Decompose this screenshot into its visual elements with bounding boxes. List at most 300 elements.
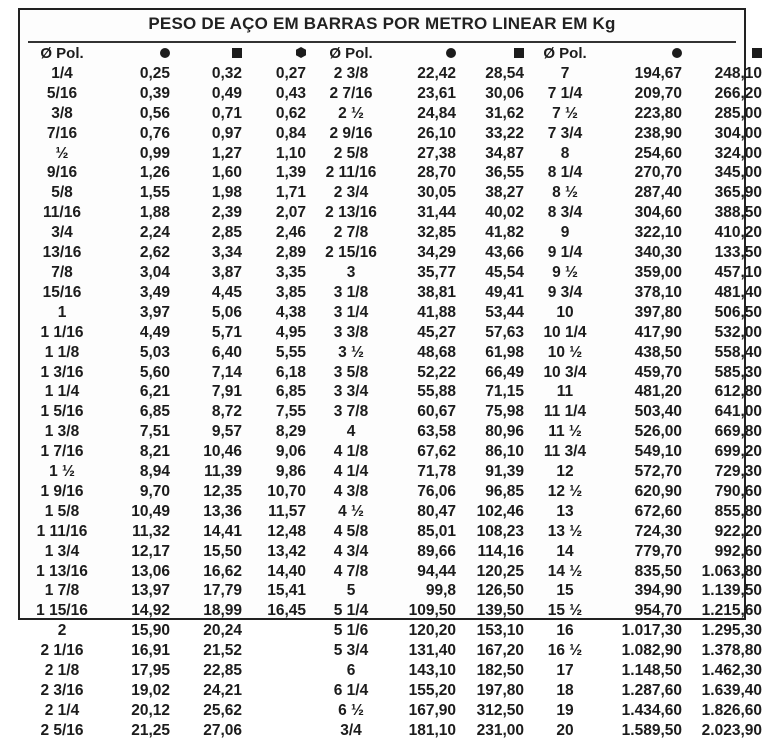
circle-icon	[672, 48, 682, 58]
round-kg-cell: 0,39	[139, 84, 170, 102]
circle-icon	[160, 48, 170, 58]
diameter-inch-cell: 10 3/4	[543, 363, 587, 381]
table-row	[26, 522, 766, 542]
diameter-inch-cell: 14 ½	[547, 562, 583, 580]
table-row	[26, 621, 766, 641]
square-kg-cell: 80,96	[485, 423, 524, 441]
round-kg-cell: 94,44	[417, 562, 456, 580]
diameter-inch-cell: 4 3/8	[333, 482, 369, 500]
square-kg-cell: 669,80	[714, 423, 762, 441]
square-kg-cell: 558,40	[714, 343, 762, 361]
round-kg-cell: 304,60	[634, 204, 682, 222]
square-kg-cell: 108,23	[476, 522, 524, 540]
diameter-inch-cell: 3 1/8	[333, 283, 369, 301]
round-kg-cell: 22,42	[417, 64, 456, 82]
round-kg-cell: 99,8	[425, 582, 456, 600]
round-kg-cell: 549,10	[634, 443, 682, 461]
table-frame	[18, 8, 762, 739]
square-kg-cell: 410,20	[714, 224, 762, 242]
diameter-inch-cell: 4 7/8	[333, 562, 369, 580]
round-kg-cell: 16,91	[131, 642, 170, 660]
diameter-inch-header: Ø Pol.	[329, 45, 373, 62]
square-kg-cell: 120,25	[476, 562, 524, 580]
round-kg-cell: 32,85	[417, 224, 456, 242]
square-kg-cell: 71,15	[485, 383, 524, 401]
square-kg-cell: 167,20	[476, 642, 524, 660]
hexagon-kg-cell: 6,18	[275, 363, 306, 381]
hexagon-bar-header	[246, 44, 310, 64]
diameter-inch-cell: 9/16	[46, 164, 78, 182]
round-kg-cell: 55,88	[417, 383, 456, 401]
square-kg-cell: 34,87	[485, 144, 524, 162]
square-kg-cell: 1.378,80	[701, 642, 762, 660]
round-kg-cell: 12,17	[131, 542, 170, 560]
square-kg-cell: 312,50	[476, 701, 524, 719]
square-kg-cell: 66,49	[485, 363, 524, 381]
diameter-inch-cell: 1 15/16	[36, 602, 88, 620]
square-kg-cell: 28,54	[485, 64, 524, 82]
round-kg-cell: 109,50	[408, 602, 456, 620]
round-kg-cell: 620,90	[634, 482, 682, 500]
diameter-inch-cell: 7	[560, 64, 570, 82]
round-kg-cell: 223,80	[634, 104, 682, 122]
hexagon-kg-cell: 11,57	[268, 502, 306, 520]
diameter-inch-cell: 13	[556, 502, 574, 520]
square-kg-cell: 41,82	[485, 224, 524, 242]
round-kg-cell: 6,85	[139, 403, 170, 421]
diameter-inch-cell: 12 ½	[547, 482, 583, 500]
round-kg-cell: 80,47	[417, 502, 456, 520]
table-row	[26, 243, 766, 263]
square-kg-cell: 699,20	[714, 443, 762, 461]
round-kg-cell: 143,10	[408, 662, 456, 680]
square-kg-cell: 86,10	[485, 443, 524, 461]
square-kg-cell: 133,50	[714, 244, 762, 262]
diameter-inch-cell: 8 ½	[552, 184, 578, 202]
hexagon-kg-cell	[246, 721, 310, 741]
hexagon-kg-cell: 0,43	[275, 84, 306, 102]
diameter-inch-cell: 1 3/8	[44, 423, 80, 441]
square-kg-cell: 266,20	[714, 84, 762, 102]
round-kg-cell: 1.017,30	[621, 622, 682, 640]
square-kg-cell: 43,66	[485, 244, 524, 262]
round-kg-cell: 779,70	[634, 542, 682, 560]
diameter-inch-cell: 1 5/8	[44, 502, 80, 520]
diameter-inch-cell: 5	[346, 582, 356, 600]
round-kg-cell: 67,62	[417, 443, 456, 461]
square-kg-cell: 16,62	[203, 562, 242, 580]
round-kg-cell: 724,30	[634, 522, 682, 540]
diameter-inch-cell: 8	[560, 144, 570, 162]
diameter-inch-cell: 2 3/4	[333, 184, 369, 202]
hexagon-kg-cell: 14,40	[267, 562, 306, 580]
square-kg-cell: 0,97	[211, 124, 242, 142]
square-kg-cell: 4,45	[211, 283, 242, 301]
table-row	[26, 124, 766, 144]
square-kg-cell: 45,54	[485, 263, 524, 281]
square-kg-cell: 729,30	[714, 463, 762, 481]
square-kg-cell: 855,80	[714, 502, 762, 520]
diameter-inch-cell: 3/4	[51, 224, 73, 242]
table-row	[26, 263, 766, 283]
round-kg-cell: 2,62	[139, 244, 170, 262]
diameter-inch-cell: 12	[556, 463, 574, 481]
hexagon-kg-cell: 8,29	[275, 423, 306, 441]
square-kg-cell: 8,72	[211, 403, 242, 421]
round-kg-cell: 3,04	[139, 263, 170, 281]
square-kg-cell: 248,10	[714, 64, 762, 82]
round-kg-cell: 2,24	[139, 224, 170, 242]
round-kg-cell: 181,10	[408, 721, 456, 739]
square-kg-cell: 1.639,40	[701, 682, 762, 699]
square-kg-cell: 114,16	[477, 542, 524, 560]
hexagon-kg-cell: 4,38	[275, 303, 306, 321]
round-kg-cell: 155,20	[408, 682, 456, 699]
square-kg-cell: 1.063,80	[701, 562, 762, 580]
square-icon	[232, 48, 242, 58]
diameter-inch-cell: 1 7/8	[44, 582, 80, 600]
square-kg-cell: 641,00	[714, 403, 762, 421]
hexagon-kg-cell	[246, 621, 310, 641]
diameter-inch-cell: ½	[55, 144, 69, 162]
round-kg-cell: 76,06	[417, 482, 456, 500]
diameter-inch-cell: 4 3/4	[333, 542, 369, 560]
hexagon-kg-cell: 3,35	[275, 263, 306, 281]
table-row	[26, 422, 766, 442]
diameter-inch-cell: 16 ½	[547, 642, 583, 660]
round-kg-cell: 194,67	[634, 64, 682, 82]
square-kg-cell: 126,50	[476, 582, 524, 600]
round-kg-cell: 672,60	[634, 502, 682, 520]
square-kg-cell: 61,98	[485, 343, 524, 361]
hexagon-kg-cell: 0,62	[275, 104, 306, 122]
square-kg-cell: 197,80	[476, 682, 524, 699]
round-kg-cell: 30,05	[417, 184, 456, 202]
diameter-inch-cell: 1 1/16	[40, 323, 84, 341]
diameter-inch-cell: 2 5/8	[333, 144, 369, 162]
square-kg-cell: 1.139,50	[701, 582, 762, 600]
diameter-inch-cell: 11 3/4	[543, 443, 587, 461]
square-kg-cell: 992,60	[714, 542, 762, 560]
diameter-inch-cell: 13/16	[42, 244, 82, 262]
round-kg-cell: 1,55	[139, 184, 170, 202]
round-kg-cell: 34,29	[417, 244, 456, 262]
diameter-inch-cell: 3 ½	[338, 343, 364, 361]
square-kg-cell: 365,90	[714, 184, 762, 202]
hexagon-kg-cell: 3,85	[275, 283, 306, 301]
square-kg-cell: 139,50	[476, 602, 524, 620]
round-kg-cell: 5,60	[139, 363, 170, 381]
round-kg-cell: 9,70	[139, 482, 170, 500]
square-kg-cell: 532,00	[714, 323, 762, 341]
diameter-inch-cell: 9 1/4	[547, 244, 583, 262]
table-row	[26, 542, 766, 562]
table-row	[26, 402, 766, 422]
round-kg-cell: 394,90	[634, 582, 682, 600]
round-kg-cell: 41,88	[417, 303, 456, 321]
diameter-inch-cell: 1 9/16	[40, 482, 84, 500]
diameter-inch-cell: 10 ½	[547, 343, 583, 361]
diameter-inch-cell: 5/16	[46, 84, 78, 102]
diameter-inch-cell: 15 ½	[547, 602, 583, 620]
round-kg-cell: 21,25	[131, 721, 170, 739]
round-kg-cell: 459,70	[634, 363, 682, 381]
round-kg-cell: 954,70	[634, 602, 682, 620]
round-kg-cell: 17,95	[131, 662, 170, 680]
hexagon-icon	[296, 47, 306, 58]
table-row	[26, 283, 766, 303]
square-kg-cell: 30,06	[485, 84, 524, 102]
square-kg-cell: 49,41	[485, 283, 524, 301]
diameter-inch-header: Ø Pol.	[543, 45, 587, 62]
square-kg-cell: 457,10	[714, 263, 762, 281]
square-kg-cell: 1,60	[211, 164, 242, 182]
header-row	[26, 44, 766, 64]
square-kg-cell: 5,06	[211, 303, 242, 321]
diameter-inch-cell: 7/16	[46, 124, 78, 142]
square-kg-cell: 33,22	[485, 124, 524, 142]
hexagon-kg-cell: 12,48	[267, 522, 306, 540]
square-kg-cell: 612,80	[714, 383, 762, 401]
hexagon-kg-cell: 4,95	[275, 323, 306, 341]
round-kg-cell: 8,94	[139, 463, 170, 481]
round-kg-cell: 48,68	[417, 343, 456, 361]
table-row	[26, 144, 766, 164]
diameter-inch-cell: 1 1/8	[44, 343, 80, 361]
round-kg-cell: 417,90	[634, 323, 682, 341]
table-row	[26, 64, 766, 84]
diameter-inch-cell: 2 7/16	[329, 84, 373, 102]
hexagon-kg-cell: 1,71	[275, 184, 306, 202]
round-kg-cell: 11,32	[132, 522, 170, 540]
square-kg-cell: 345,00	[714, 164, 762, 182]
square-kg-cell: 0,49	[211, 84, 242, 102]
diameter-inch-cell: 11/16	[43, 204, 81, 222]
square-kg-cell: 31,62	[485, 104, 524, 122]
square-kg-cell: 13,36	[203, 502, 242, 520]
diameter-inch-cell: 8 3/4	[547, 204, 583, 222]
square-kg-cell: 153,10	[476, 622, 524, 640]
diameter-inch-cell: 5/8	[51, 184, 73, 202]
round-kg-cell: 397,80	[634, 303, 682, 321]
square-kg-cell: 36,55	[485, 164, 524, 182]
diameter-inch-cell: 4 5/8	[333, 522, 369, 540]
diameter-inch-cell: 18	[556, 682, 574, 699]
diameter-inch-cell: 2	[57, 622, 67, 640]
table-row	[26, 343, 766, 363]
square-kg-cell: 75,98	[485, 403, 524, 421]
square-kg-cell: 2,85	[211, 224, 242, 242]
round-kg-cell: 20,12	[131, 701, 170, 719]
round-kg-cell: 572,70	[634, 463, 682, 481]
table-row	[26, 721, 766, 741]
diameter-inch-cell: 2 1/8	[44, 662, 80, 680]
table-title: PESO DE AÇO EM BARRAS POR METRO LINEAR EM Kg	[148, 14, 616, 33]
diameter-inch-cell: 7 ½	[552, 104, 578, 122]
diameter-inch-cell: 2 13/16	[325, 204, 377, 222]
round-kg-cell: 1,88	[139, 204, 170, 222]
round-kg-cell: 3,49	[139, 283, 170, 301]
round-kg-cell: 322,10	[634, 224, 682, 242]
round-bar-header	[396, 44, 460, 64]
hexagon-kg-cell: 13,42	[267, 542, 306, 560]
round-kg-cell: 340,30	[634, 244, 682, 262]
square-kg-cell: 11,39	[204, 463, 242, 481]
table-row	[26, 323, 766, 343]
diameter-inch-cell: 2 5/16	[40, 721, 84, 739]
square-bar-header	[686, 44, 766, 64]
square-kg-cell: 20,24	[203, 622, 242, 640]
hexagon-kg-cell: 2,89	[275, 244, 306, 262]
hexagon-kg-cell	[246, 681, 310, 701]
table-row	[26, 681, 766, 701]
square-kg-cell: 53,44	[485, 303, 524, 321]
hexagon-kg-cell: 1,10	[275, 144, 306, 162]
diameter-inch-cell: 3 3/4	[333, 383, 369, 401]
square-kg-cell: 182,50	[476, 662, 524, 680]
square-kg-cell: 21,52	[203, 642, 242, 660]
round-kg-cell: 1,26	[139, 164, 170, 182]
round-kg-cell: 1.287,60	[621, 682, 682, 699]
square-kg-cell: 14,41	[203, 522, 242, 540]
square-kg-cell: 17,79	[203, 582, 242, 600]
diameter-inch-cell: 9 3/4	[547, 283, 583, 301]
hexagon-kg-cell: 0,27	[275, 64, 306, 82]
round-kg-cell: 270,70	[634, 164, 682, 182]
round-kg-cell: 4,49	[139, 323, 170, 341]
diameter-inch-cell: 2 3/8	[333, 64, 369, 82]
square-bar-header	[174, 44, 246, 64]
round-kg-cell: 3,97	[139, 303, 170, 321]
diameter-inch-cell: 3 1/4	[333, 303, 369, 321]
table-row	[26, 84, 766, 104]
round-kg-cell: 1.589,50	[621, 721, 682, 739]
diameter-inch-cell: 5 3/4	[333, 642, 369, 660]
round-kg-cell: 52,22	[417, 363, 456, 381]
round-kg-cell: 71,78	[417, 463, 456, 481]
table-row	[26, 661, 766, 681]
round-kg-cell: 1.434,60	[621, 701, 682, 719]
round-kg-cell: 85,01	[417, 522, 456, 540]
round-kg-cell: 28,70	[417, 164, 456, 182]
table-row	[26, 203, 766, 223]
round-kg-cell: 13,06	[131, 562, 170, 580]
square-kg-cell: 3,87	[211, 263, 242, 281]
diameter-inch-cell: 6	[346, 662, 356, 680]
diameter-inch-cell: 2 7/8	[333, 224, 369, 242]
diameter-inch-cell: 16	[556, 622, 574, 640]
square-kg-cell: 27,06	[203, 721, 242, 739]
diameter-inch-cell: 2 ½	[338, 104, 364, 122]
diameter-inch-cell: 2 1/16	[40, 642, 84, 660]
round-kg-cell: 0,25	[139, 64, 170, 82]
hexagon-kg-cell: 2,46	[275, 224, 306, 242]
round-kg-cell: 35,77	[417, 263, 456, 281]
table-row	[26, 701, 766, 721]
diameter-inch-header: Ø Pol.	[40, 45, 84, 62]
round-kg-cell: 438,50	[634, 343, 682, 361]
round-kg-cell: 89,66	[417, 542, 456, 560]
round-kg-cell: 254,60	[634, 144, 682, 162]
round-kg-cell: 359,00	[634, 263, 682, 281]
square-kg-cell: 24,21	[203, 682, 242, 699]
square-kg-cell: 9,57	[211, 423, 242, 441]
diameter-inch-cell: 15	[556, 582, 574, 600]
round-bar-header	[102, 44, 174, 64]
hexagon-kg-cell: 9,86	[275, 463, 306, 481]
diameter-inch-cell: 8 1/4	[547, 164, 583, 182]
diameter-inch-cell: 7 3/4	[547, 124, 583, 142]
round-kg-cell: 63,58	[417, 423, 456, 441]
round-kg-cell: 1.148,50	[621, 662, 682, 680]
square-kg-cell: 7,91	[211, 383, 242, 401]
diameter-inch-cell: 10	[556, 303, 574, 321]
round-kg-cell: 26,10	[417, 124, 456, 142]
diameter-inch-cell: 1 13/16	[36, 562, 88, 580]
table-row	[26, 581, 766, 601]
round-kg-cell: 45,27	[417, 323, 456, 341]
square-kg-cell: 15,50	[203, 542, 242, 560]
square-icon	[752, 48, 762, 58]
square-kg-cell: 7,14	[211, 363, 242, 381]
diameter-inch-cell: 6 1/4	[333, 682, 369, 699]
round-bar-header	[606, 44, 686, 64]
round-kg-cell: 7,51	[139, 423, 170, 441]
diameter-inch-cell: 14	[556, 542, 574, 560]
square-kg-cell: 6,40	[211, 343, 242, 361]
hexagon-kg-cell	[246, 661, 310, 681]
square-kg-cell: 102,46	[476, 502, 524, 520]
diameter-inch-cell: 1	[57, 303, 67, 321]
diameter-inch-cell: 5 1/4	[333, 602, 369, 620]
square-kg-cell: 1,27	[211, 144, 242, 162]
square-kg-cell: 38,27	[485, 184, 524, 202]
diameter-inch-cell: 4 1/4	[333, 463, 369, 481]
diameter-inch-cell: 1 3/16	[40, 363, 84, 381]
square-kg-cell: 0,71	[211, 104, 242, 122]
round-kg-cell: 287,40	[634, 184, 682, 202]
hexagon-kg-cell: 0,84	[275, 124, 306, 142]
table-row	[26, 482, 766, 502]
round-kg-cell: 167,90	[408, 701, 456, 719]
square-icon	[514, 48, 524, 58]
diameter-inch-cell: 3/4	[340, 721, 362, 739]
steel-weight-table	[26, 44, 766, 741]
diameter-inch-cell: 11 1/4	[543, 403, 587, 421]
square-kg-cell: 285,00	[714, 104, 762, 122]
circle-icon	[446, 48, 456, 58]
diameter-inch-cell: 1 3/4	[44, 542, 80, 560]
hexagon-kg-cell	[246, 701, 310, 721]
diameter-inch-cell: 1 11/16	[36, 522, 88, 540]
round-kg-cell: 60,67	[417, 403, 456, 421]
square-kg-cell: 3,34	[211, 244, 242, 262]
diameter-inch-cell: 1/4	[51, 64, 73, 82]
square-kg-cell: 2.023,90	[701, 721, 762, 739]
hexagon-kg-cell: 6,85	[275, 383, 306, 401]
hexagon-kg-cell	[246, 641, 310, 661]
square-kg-cell: 304,00	[714, 124, 762, 142]
table-row	[26, 382, 766, 402]
table-row	[26, 183, 766, 203]
round-kg-cell: 14,92	[131, 602, 170, 620]
round-kg-cell: 5,03	[139, 343, 170, 361]
diameter-inch-cell: 4 1/8	[333, 443, 369, 461]
diameter-inch-cell: 2 11/16	[325, 164, 377, 182]
round-kg-cell: 13,97	[131, 582, 170, 600]
table-row	[26, 462, 766, 482]
diameter-inch-cell: 19	[556, 701, 574, 719]
